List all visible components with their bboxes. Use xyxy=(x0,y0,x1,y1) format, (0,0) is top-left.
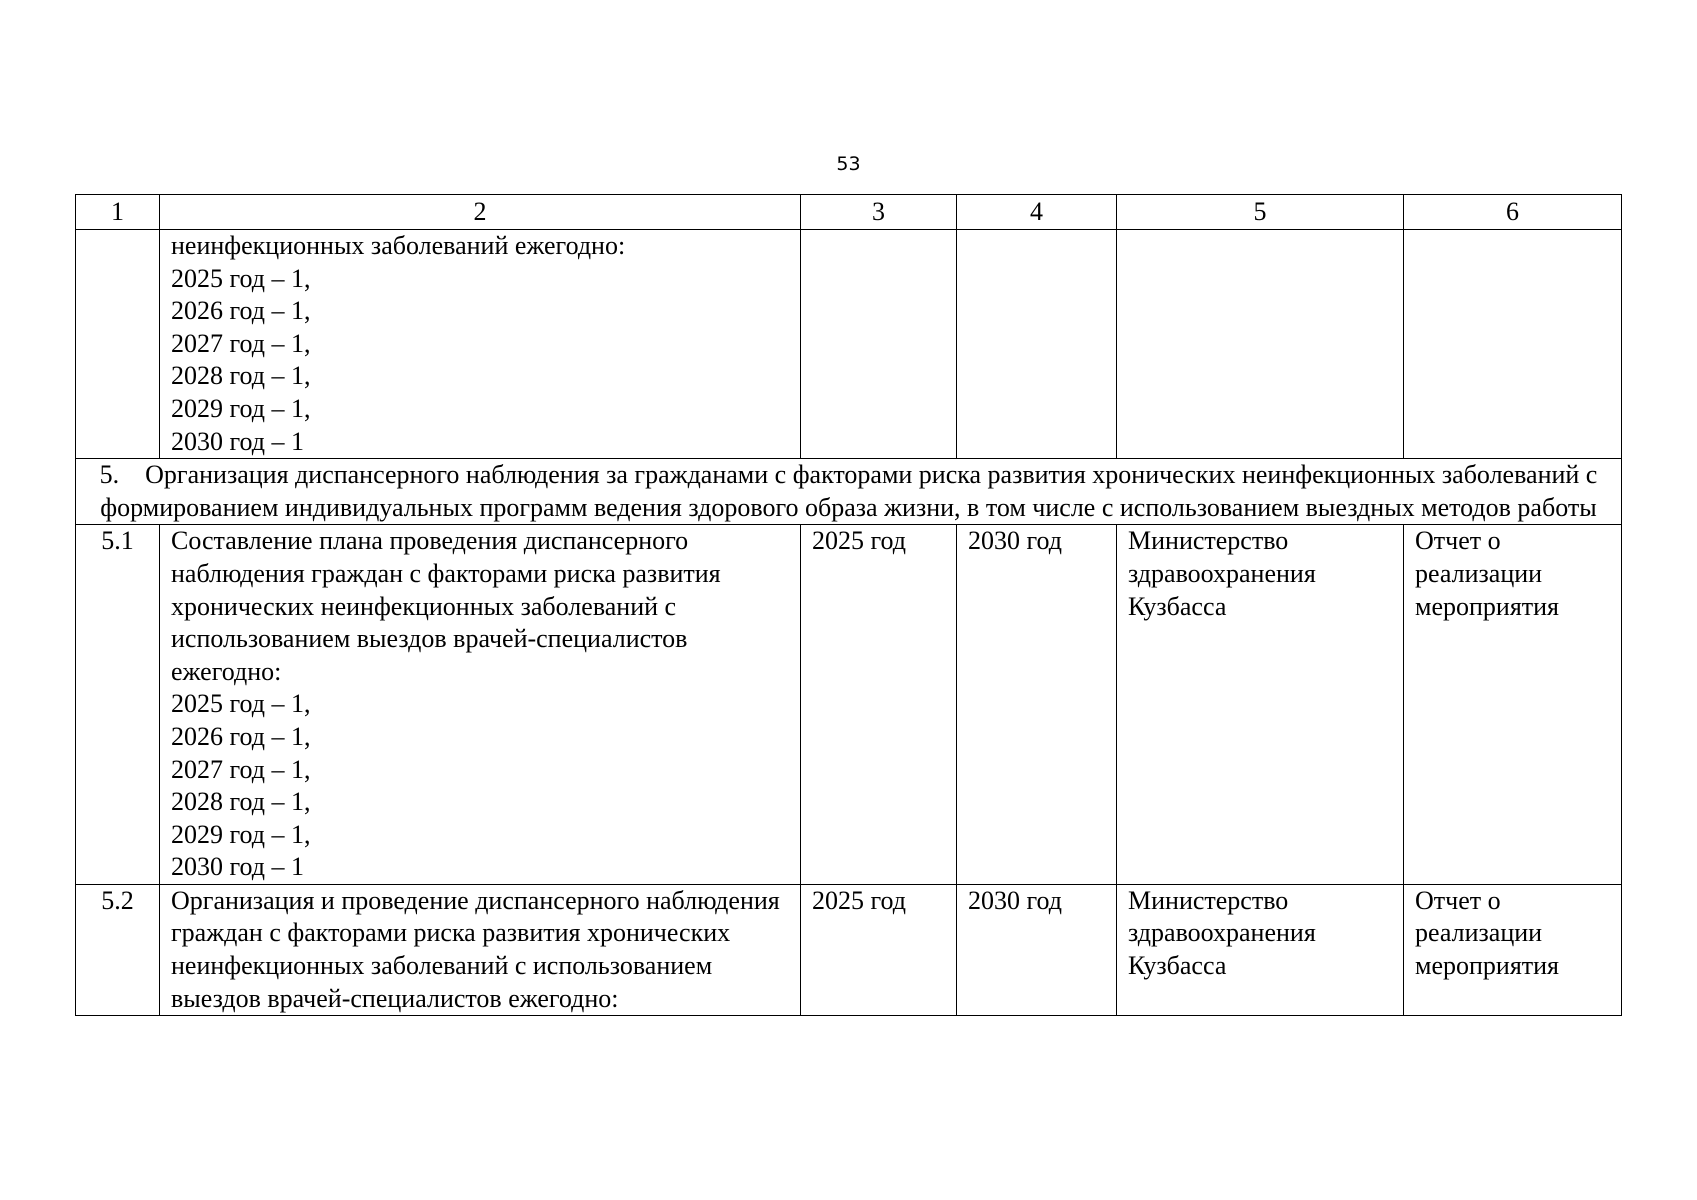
start-year: 2025 год xyxy=(801,525,957,885)
table-row-continuation xyxy=(76,230,1622,459)
end-year xyxy=(957,230,1117,459)
end-year: 2030 год xyxy=(957,525,1117,885)
measure-description: неинфекционных заболеваний ежегодно: 2025 год – 1, 2026 год – 1, 2027 год – 1, 2028 год – 1, 2029 год – 1, 2030 год – 1 xyxy=(160,230,801,459)
result: Отчет о реализации мероприятия xyxy=(1404,525,1622,885)
row-number: 5.1 xyxy=(76,525,160,885)
executor: Министерство здравоохранения Кузбасса xyxy=(1117,525,1404,885)
row-number: 5.2 xyxy=(76,884,160,1015)
column-number: 5 xyxy=(1117,195,1404,230)
executor: Министерство здравоохранения Кузбасса xyxy=(1117,884,1404,1015)
start-year xyxy=(801,230,957,459)
executor xyxy=(1117,230,1404,459)
table-row xyxy=(76,525,1622,885)
column-number: 2 xyxy=(160,195,801,230)
section-heading-row xyxy=(76,459,1622,525)
measures-table xyxy=(75,194,1622,1016)
result xyxy=(1404,230,1622,459)
page-number: 53 xyxy=(836,153,861,175)
measure-description: Составление плана проведения диспансерного наблюдения граждан с факторами риска развития хронических неинфекционных заболеваний с использованием выездов врачей-специалистов ежегодно: 2025 год – 1, 2026 год – 1, 2027 год – 1, 2028 год – 1, 2029 год – 1, 2030 год – 1 xyxy=(160,525,801,885)
column-number: 4 xyxy=(957,195,1117,230)
row-number xyxy=(76,230,160,459)
column-number: 6 xyxy=(1404,195,1622,230)
section-heading: 5. Организация диспансерного наблюдения за гражданами с факторами риска развития хронических неинфекционных заболеваний с формированием индивидуальных программ ведения здорового образа жизни, в том числе с использованием выездных методов работы xyxy=(76,459,1622,525)
result: Отчет о реализации мероприятия xyxy=(1404,884,1622,1015)
column-number: 1 xyxy=(76,195,160,230)
column-number-row xyxy=(76,195,1622,230)
start-year: 2025 год xyxy=(801,884,957,1015)
column-number: 3 xyxy=(801,195,957,230)
table-row xyxy=(76,884,1622,1015)
measure-description: Организация и проведение диспансерного наблюдения граждан с факторами риска развития хронических неинфекционных заболеваний с использованием выездов врачей-специалистов ежегодно: xyxy=(160,884,801,1015)
end-year: 2030 год xyxy=(957,884,1117,1015)
